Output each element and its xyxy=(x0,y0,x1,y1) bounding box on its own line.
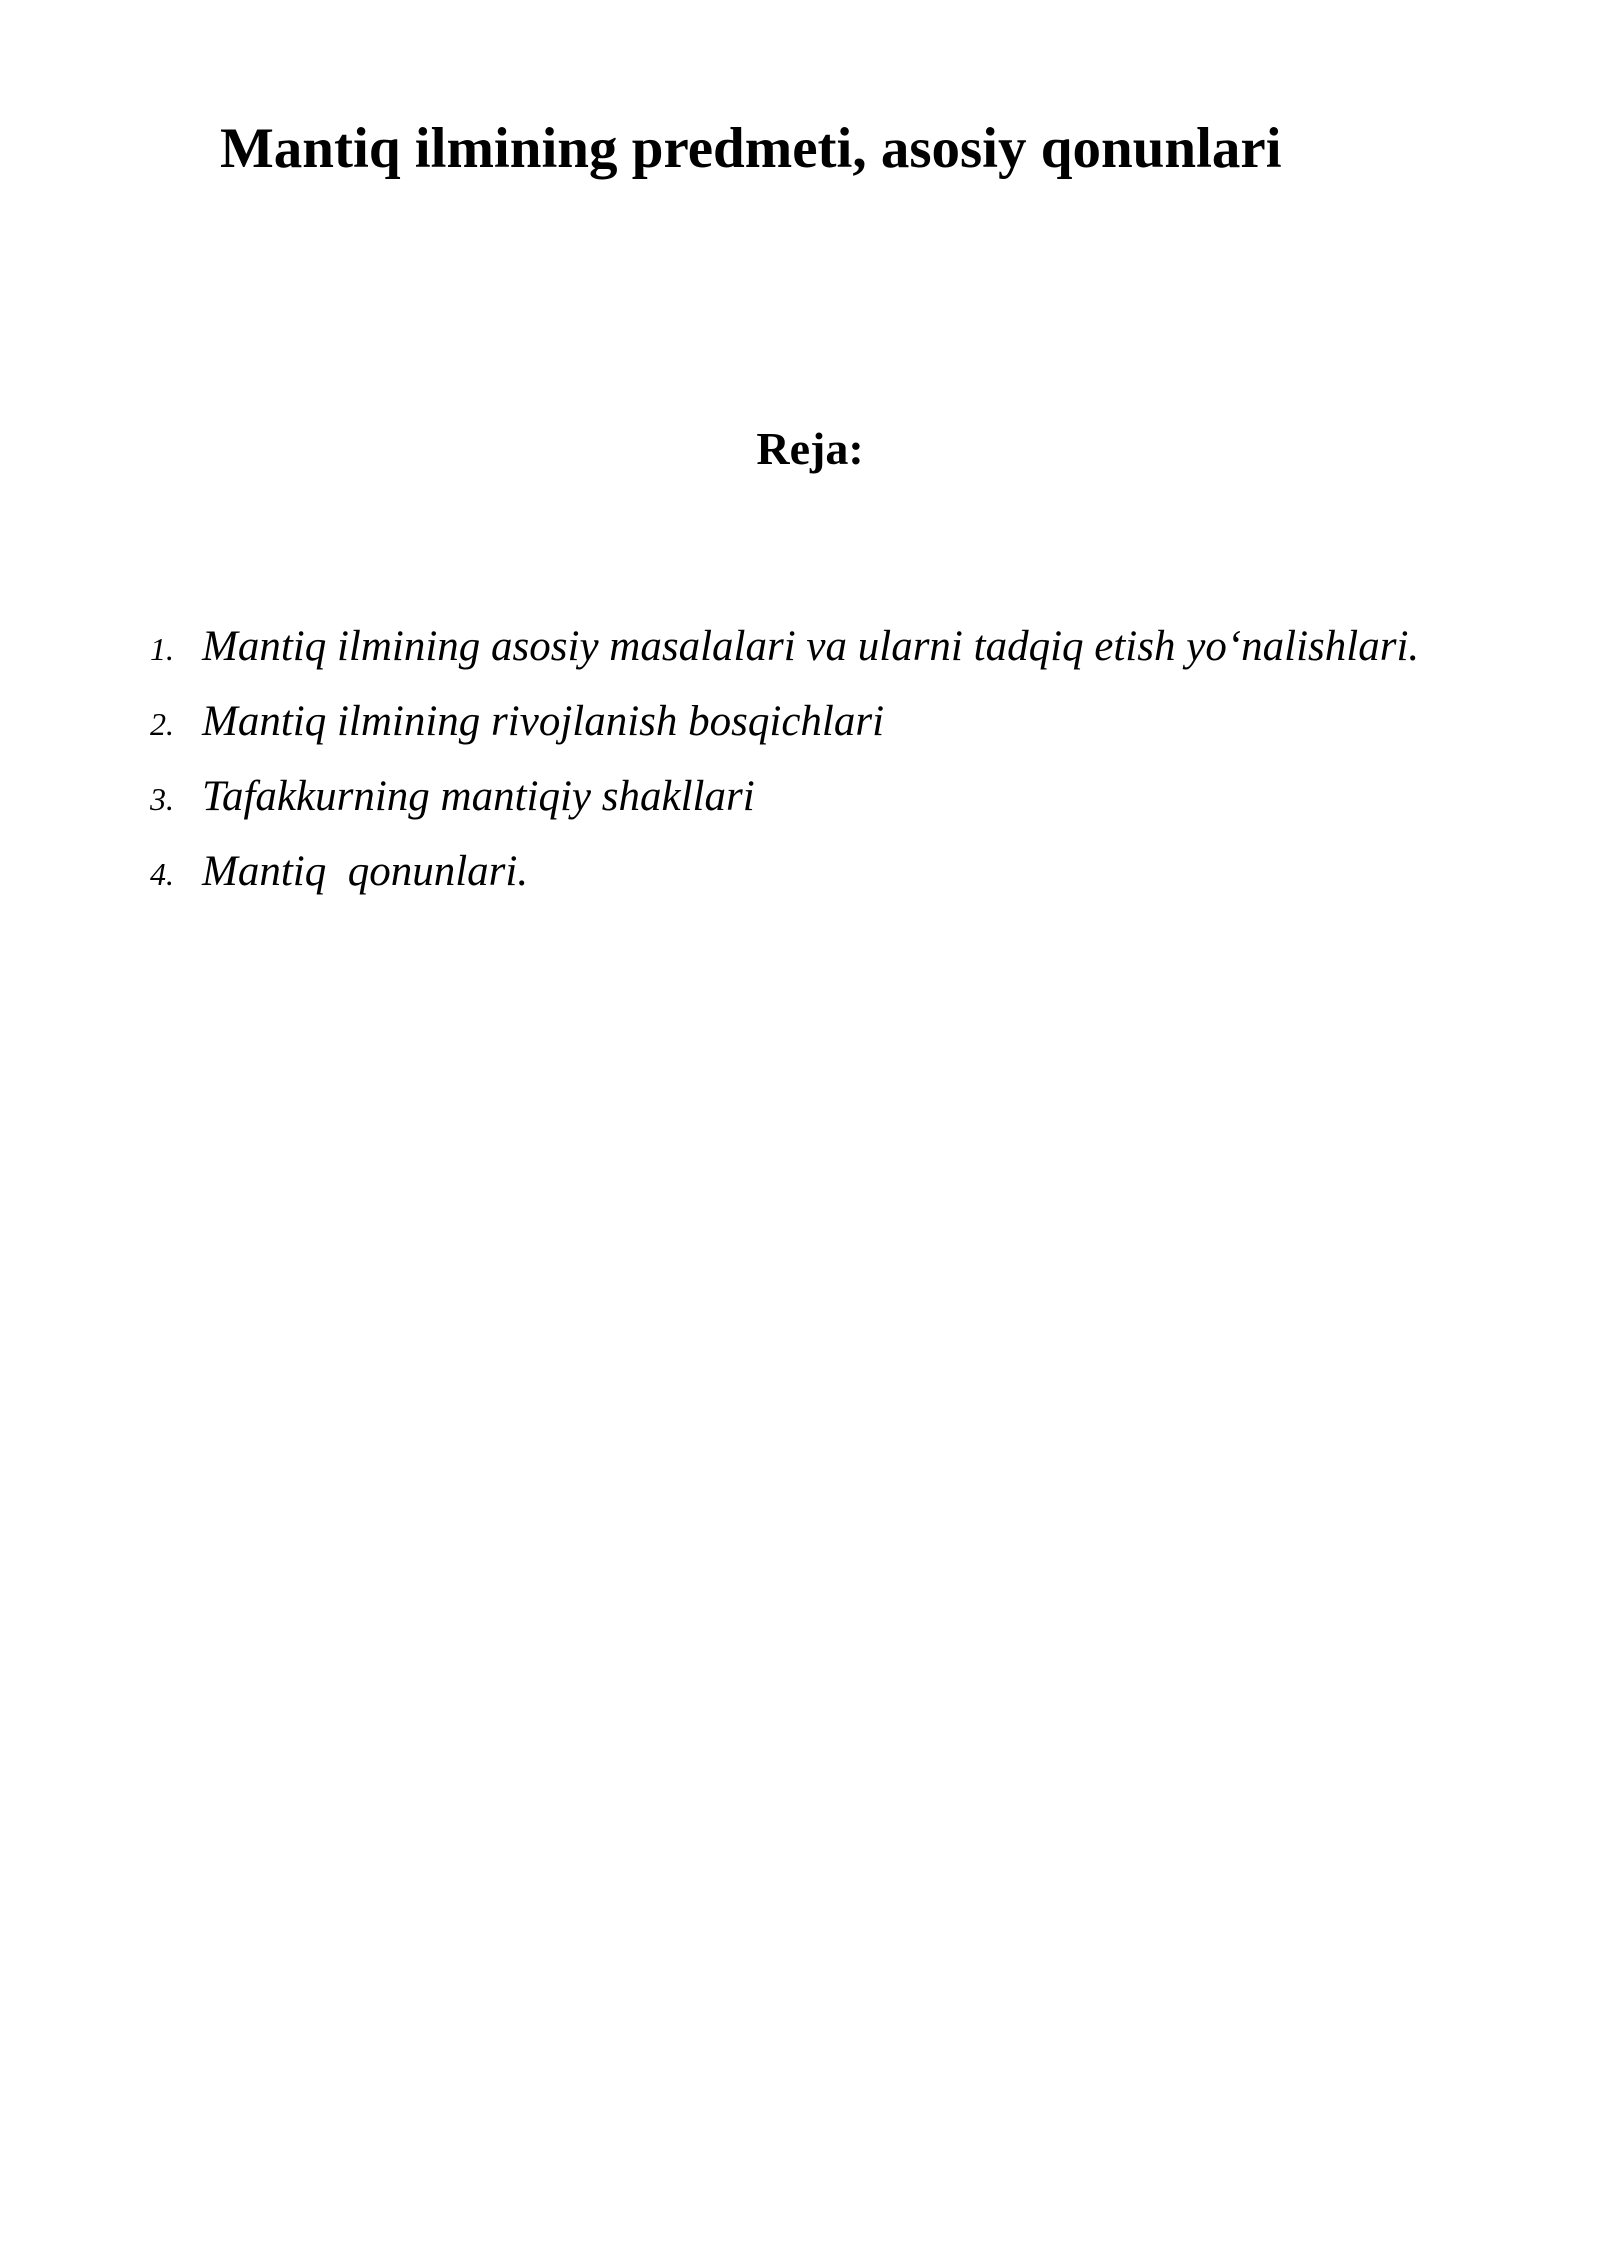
plan-item-number: 1. xyxy=(150,631,174,667)
plan-item-number: 4. xyxy=(150,856,174,892)
plan-item-text: Mantiq qonunlari. xyxy=(202,848,529,895)
plan-heading: Reja: xyxy=(756,423,864,474)
plan-item-number: 2. xyxy=(150,706,174,742)
plan-item-text: Mantiq ilmining asosiy masalalari va ularni tadqiq etish yo‘nalishlari. xyxy=(202,623,1420,670)
plan-item xyxy=(150,697,1419,772)
document-title: Mantiq ilmining predmeti, asosiy qonunlari xyxy=(220,117,1282,180)
plan-item-number: 3. xyxy=(150,781,174,817)
plan-item xyxy=(150,772,1419,847)
plan-list xyxy=(150,622,1419,922)
plan-item-text: Mantiq ilmining rivojlanish bosqichlari xyxy=(202,698,885,745)
plan-item xyxy=(150,847,1419,922)
plan-item xyxy=(150,622,1419,697)
plan-item-text: Tafakkurning mantiqiy shakllari xyxy=(202,773,755,820)
